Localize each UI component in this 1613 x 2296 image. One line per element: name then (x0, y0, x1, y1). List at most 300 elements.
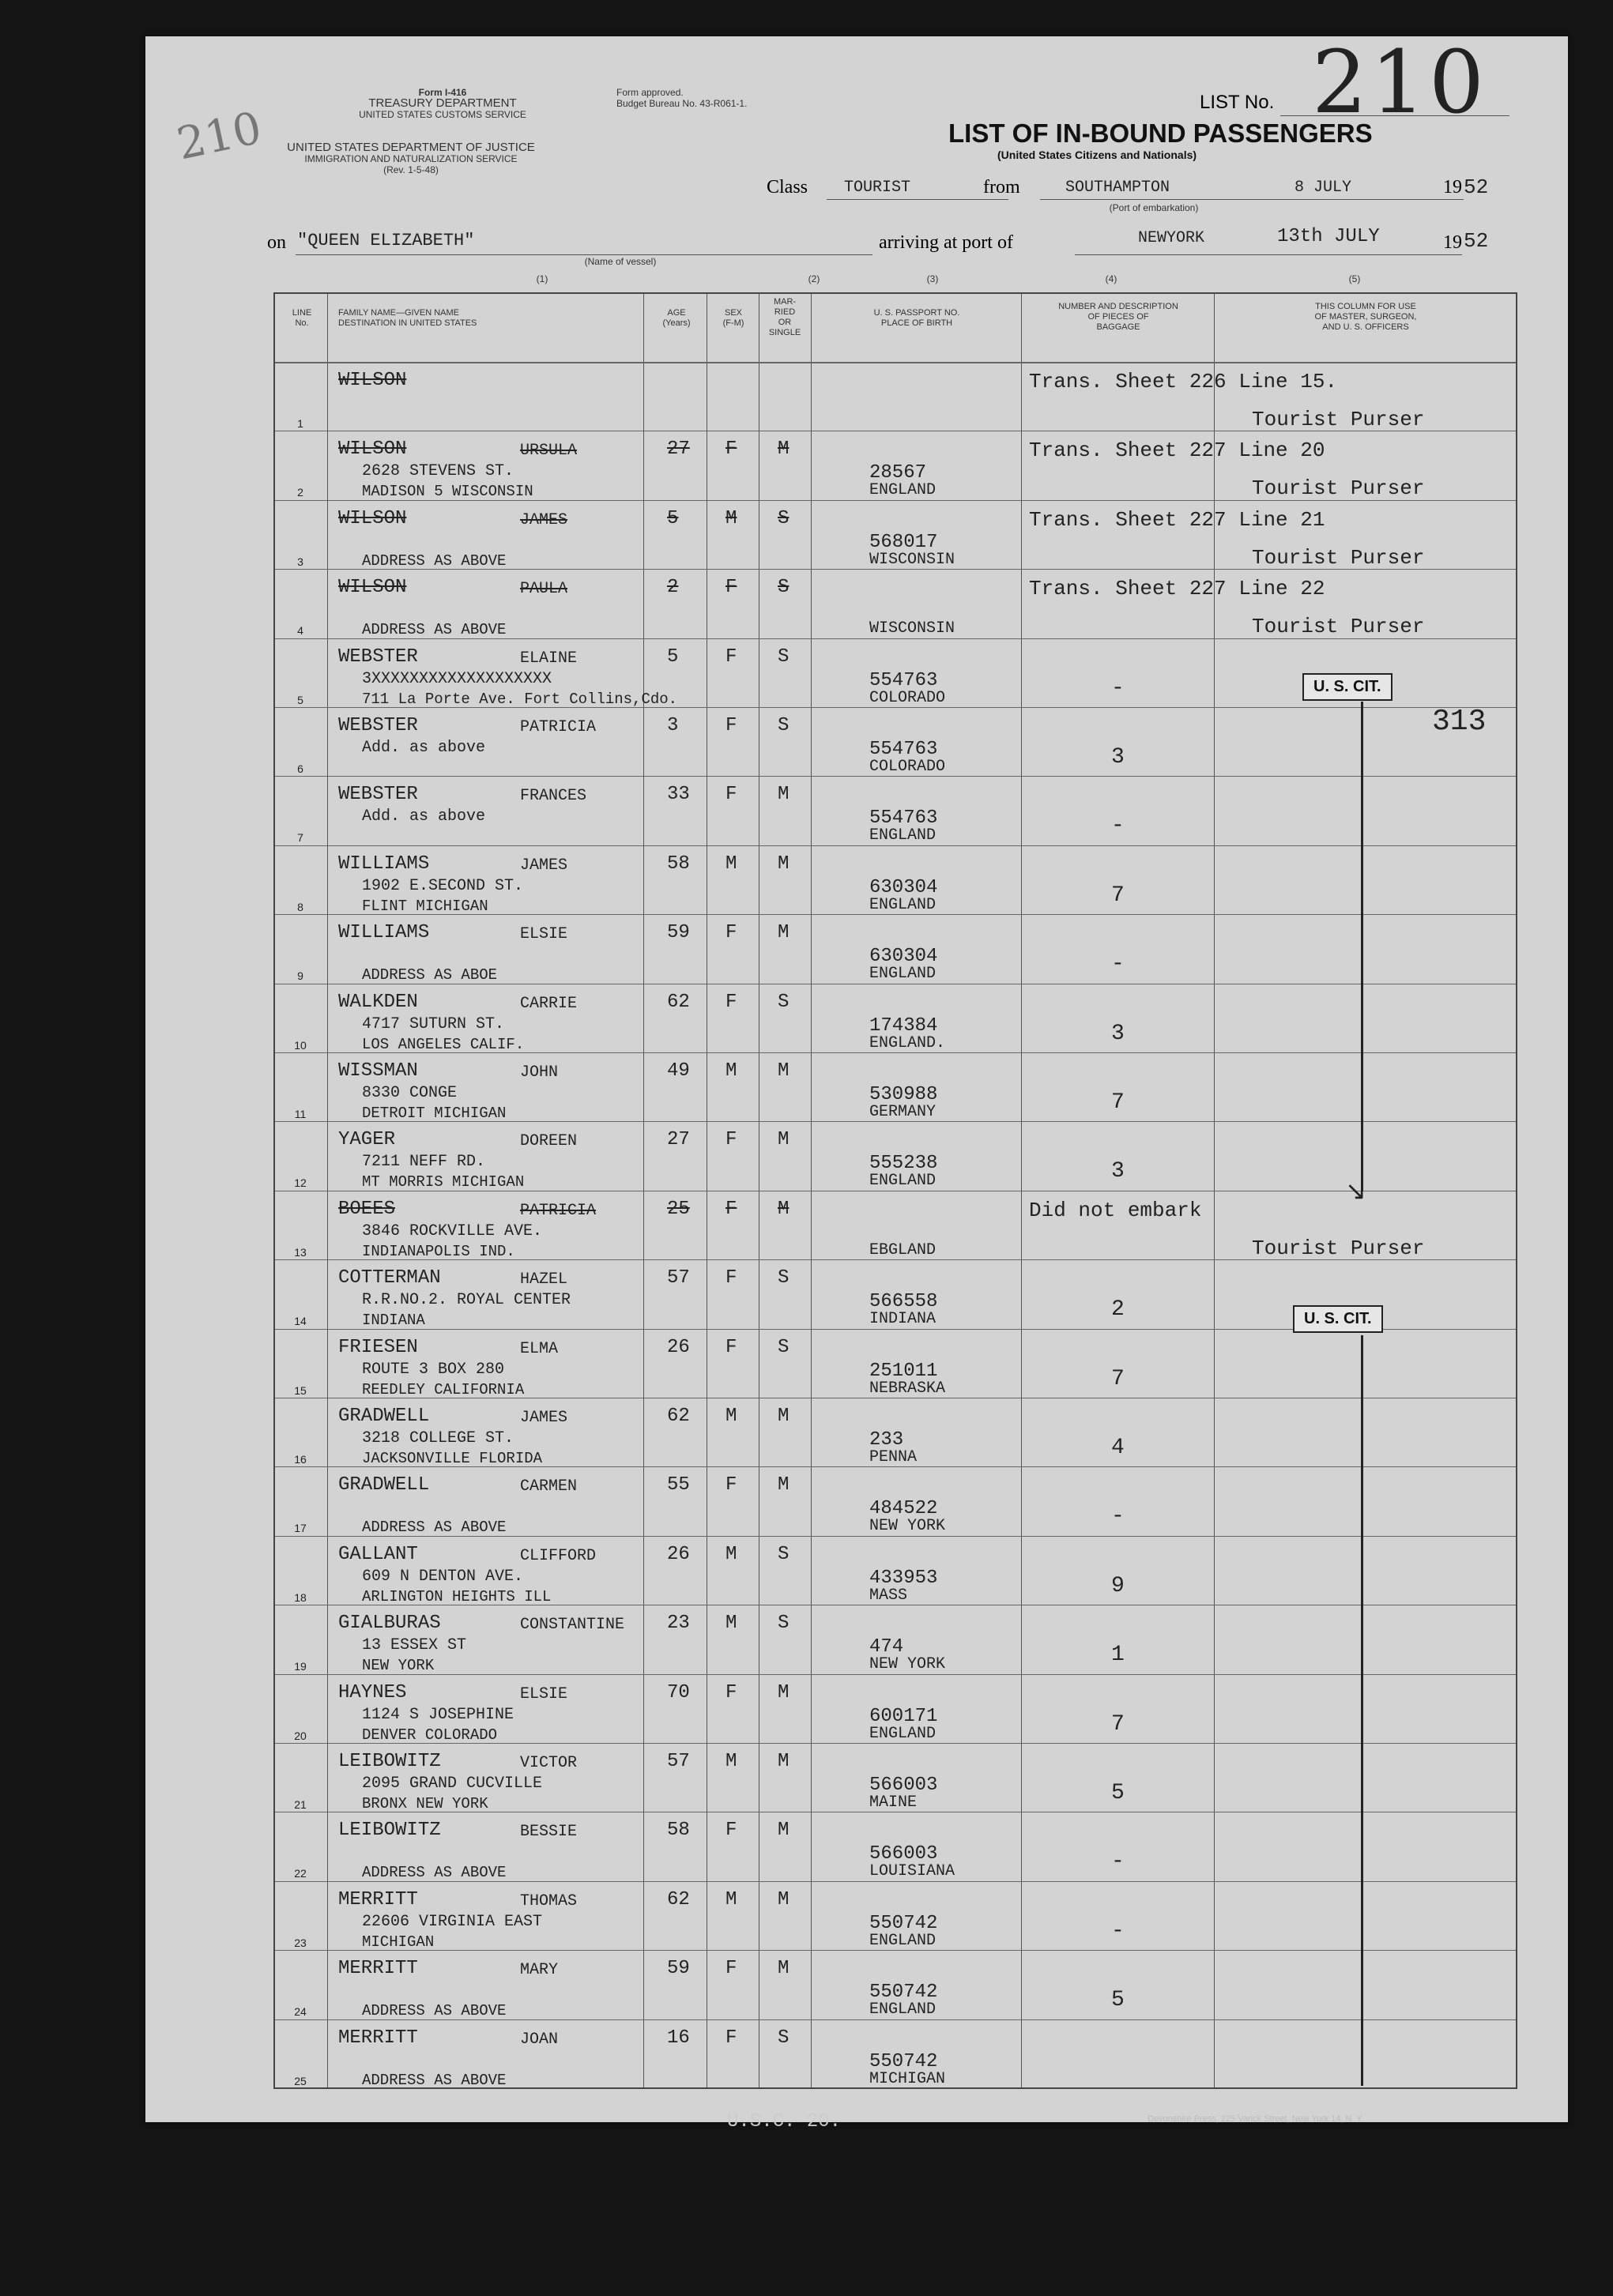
row-divider (275, 1674, 1516, 1675)
baggage-count: 3 (1111, 745, 1125, 770)
officer-note: Trans. Sheet 227 Line 21 (1029, 507, 1325, 532)
line-number: 12 (294, 1176, 307, 1190)
address-line-1: 1124 S JOSEPHINE (362, 1705, 514, 1724)
year2-prefix: 19 (1443, 232, 1462, 253)
line-number: 22 (294, 1867, 307, 1880)
arrival-port: NEWYORK (1138, 229, 1205, 247)
address-line-2: MT MORRIS MICHIGAN (362, 1173, 525, 1191)
age-value: 3 (667, 715, 679, 736)
given-name: ELAINE (520, 649, 578, 668)
given-name: DOREEN (520, 1132, 578, 1151)
age-value: 70 (667, 1681, 690, 1703)
address-line-2: INDIANAPOLIS IND. (362, 1242, 515, 1260)
passport-number: 484522 (869, 1498, 938, 1520)
birth-place: ENGLAND (869, 481, 937, 500)
given-name: ELSIE (520, 925, 568, 944)
address-line-2: REEDLEY CALIFORNIA (362, 1380, 525, 1398)
age-value: 62 (667, 991, 690, 1013)
class-value: TOURIST (844, 179, 911, 197)
purser-note: Tourist Purser (1252, 615, 1425, 639)
sex-value: F (725, 991, 737, 1013)
baggage-count: 9 (1111, 1573, 1125, 1598)
marital-value: S (778, 507, 790, 529)
arriving-label: arriving at port of (879, 232, 1013, 253)
age-value: 49 (667, 1060, 690, 1082)
passport-number: 550742 (869, 2050, 938, 2072)
address-line-2: DENVER COLORADO (362, 1726, 498, 1744)
address-line-1: 3XXXXXXXXXXXXXXXXXXX (362, 669, 552, 688)
line-number: 21 (294, 1798, 307, 1811)
passport-number: 550742 (869, 1912, 938, 1934)
baggage-count: 7 (1111, 1090, 1125, 1115)
marital-value: S (778, 1613, 790, 1635)
passport-number: 433953 (869, 1567, 938, 1589)
address-line-2: MADISON 5 WISCONSIN (362, 483, 533, 501)
colhead-married: MAR- RIED OR SINGLE (768, 297, 801, 337)
family-name: GRADWELL (338, 1406, 430, 1427)
line-number: 20 (294, 1729, 307, 1742)
birth-place: ENGLAND (869, 1931, 937, 1950)
baggage-count: - (1111, 676, 1125, 701)
address-line-1: 8330 CONGE (362, 1084, 458, 1102)
sex-value: F (725, 1336, 737, 1358)
age-value: 55 (667, 1474, 690, 1496)
age-value: 59 (667, 922, 690, 944)
passport-number: 566003 (869, 1843, 938, 1865)
marital-value: S (778, 1336, 790, 1358)
marital-value: S (778, 991, 790, 1013)
col-num-1: (1) (536, 273, 548, 284)
col-num-4: (4) (1105, 273, 1117, 284)
birth-place: EBGLAND (869, 1240, 937, 1259)
age-value: 62 (667, 1406, 690, 1427)
page-subtitle: (United States Citizens and Nationals) (997, 149, 1197, 161)
customs-service: UNITED STATES CUSTOMS SERVICE (359, 109, 526, 120)
bracket-arrow-1: ↘ (1345, 1176, 1366, 1205)
birth-place: LOUISIANA (869, 1862, 955, 1881)
us-cit-stamp-1: U. S. CIT. (1302, 673, 1393, 701)
colhead-age: AGE (Years) (662, 308, 691, 328)
class-label: Class (767, 177, 808, 198)
age-value: 27 (667, 438, 690, 461)
given-name: VICTOR (520, 1754, 578, 1772)
sex-value: F (725, 646, 737, 668)
row-divider (275, 638, 1516, 639)
passport-number: 550742 (869, 1982, 938, 2004)
age-value: 25 (667, 1198, 690, 1220)
line-number: 6 (297, 762, 303, 775)
birth-place: NEBRASKA (869, 1379, 946, 1398)
age-value: 57 (667, 1751, 690, 1772)
line-number: 8 (297, 900, 303, 913)
marital-value: M (778, 1751, 790, 1772)
from-value: SOUTHAMPTON (1065, 179, 1170, 197)
address-line-1: 7211 NEFF RD. (362, 1153, 486, 1172)
birth-place: WISCONSIN (869, 619, 955, 638)
row-divider (275, 1466, 1516, 1467)
line-number: 19 (294, 1660, 307, 1673)
given-name: URSULA (520, 442, 578, 461)
age-value: 26 (667, 1336, 690, 1358)
line-number: 10 (294, 1038, 307, 1052)
us-cit-stamp-2: U. S. CIT. (1293, 1305, 1383, 1333)
address-line-2: INDIANA (362, 1312, 425, 1330)
doj-block (261, 142, 561, 175)
depart-date: 8 JULY (1295, 179, 1352, 197)
colhead-officers: THIS COLUMN FOR USE OF MASTER, SURGEON, AND U. S. OFFICERS (1314, 302, 1417, 332)
family-name: WILSON (338, 370, 407, 391)
family-name: WEBSTER (338, 715, 418, 736)
marital-value: M (778, 1198, 790, 1220)
given-name: CARRIE (520, 994, 578, 1013)
address-line-1: 22606 VIRGINIA EAST (362, 1912, 543, 1931)
marital-value: S (778, 577, 790, 599)
passport-number: 600171 (869, 1705, 938, 1727)
year-prefix: 19 (1443, 177, 1462, 198)
address-line-1: R.R.NO.2. ROYAL CENTER (362, 1291, 571, 1310)
address-line-2: FLINT MICHIGAN (362, 897, 488, 915)
line-number: 25 (294, 2074, 307, 2087)
purser-note: Tourist Purser (1252, 408, 1425, 431)
marital-value: M (778, 438, 790, 461)
purser-note: Tourist Purser (1252, 476, 1425, 501)
address-line-1: 609 N DENTON AVE. (362, 1567, 524, 1586)
given-name: JAMES (520, 1409, 568, 1427)
birth-place: ENGLAND (869, 895, 937, 914)
marital-value: M (778, 1129, 790, 1151)
form-code: U.S.C. 20. (727, 2111, 842, 2132)
marital-value: M (778, 1958, 790, 1980)
line-number: 17 (294, 1522, 307, 1535)
address-line-1: 3846 ROCKVILLE AVE. (362, 1221, 543, 1240)
baggage-count: - (1111, 1504, 1125, 1530)
family-name: GIALBURAS (338, 1613, 441, 1635)
purser-note: Tourist Purser (1252, 1236, 1425, 1260)
on-label: on (267, 232, 286, 253)
budget-bureau: Budget Bureau No. 43-R061-1. (616, 98, 748, 109)
passport-number: 28567 (869, 462, 927, 484)
row-divider (275, 1052, 1516, 1053)
row-divider (275, 1536, 1516, 1537)
baggage-count: - (1111, 1918, 1125, 1944)
margin-note: 210 (172, 102, 266, 171)
sex-value: F (725, 577, 737, 599)
marital-value: S (778, 1267, 790, 1289)
passport-number: 568017 (869, 531, 938, 553)
family-name: YAGER (338, 1129, 396, 1151)
address-line-2: ADDRESS AS ABOE (362, 966, 498, 984)
given-name: ELSIE (520, 1684, 568, 1703)
form-approved (616, 87, 806, 109)
row-divider (275, 845, 1516, 846)
marital-value: S (778, 2027, 790, 2049)
sex-value: F (725, 1820, 737, 1842)
baggage-count: 2 (1111, 1297, 1125, 1323)
sex-value: F (725, 1267, 737, 1289)
marital-value: M (778, 853, 790, 875)
baggage-count: 4 (1111, 1436, 1125, 1460)
given-name: PATRICIA (520, 718, 597, 736)
address-line-2: MICHIGAN (362, 1933, 435, 1951)
baggage-count: - (1111, 814, 1125, 839)
address-line-2: DETROIT MICHIGAN (362, 1105, 507, 1122)
birth-place: NEW YORK (869, 1655, 946, 1674)
given-name: JAMES (520, 510, 568, 529)
line-number: 3 (297, 555, 303, 568)
birth-place: MICHIGAN (869, 2069, 946, 2088)
age-value: 26 (667, 1543, 690, 1565)
form-number: Form I-416 (418, 87, 467, 98)
vessel-note: (Name of vessel) (584, 256, 657, 267)
address-line-2: ADDRESS AS ABOVE (362, 1519, 507, 1537)
row-divider (275, 500, 1516, 501)
marital-value: M (778, 1406, 790, 1427)
line-number: 18 (294, 1590, 307, 1604)
address-line-2: NEW YORK (362, 1657, 435, 1675)
birth-place: NEW YORK (869, 1517, 946, 1536)
line-number: 24 (294, 2005, 307, 2019)
line-number: 7 (297, 831, 303, 845)
treasury-dept: TREASURY DEPARTMENT (368, 96, 517, 110)
line-number: 15 (294, 1383, 307, 1397)
family-name: LEIBOWITZ (338, 1751, 441, 1772)
family-name: WALKDEN (338, 991, 418, 1013)
age-value: 62 (667, 1888, 690, 1910)
baggage-count: - (1111, 952, 1125, 977)
family-name: WISSMAN (338, 1060, 418, 1082)
sex-value: F (725, 784, 737, 806)
purser-note: Tourist Purser (1252, 545, 1425, 570)
line-number: 2 (297, 486, 303, 499)
marital-value: S (778, 1543, 790, 1565)
given-name: PAULA (520, 580, 568, 599)
row-divider (275, 1881, 1516, 1882)
sex-value: M (725, 507, 737, 529)
sex-value: M (725, 1613, 737, 1635)
vessel-value: "QUEEN ELIZABETH" (297, 231, 475, 250)
form-info (308, 87, 577, 120)
row-divider (275, 1259, 1516, 1260)
year2-value: 52 (1464, 229, 1489, 253)
sex-value: M (725, 1406, 737, 1427)
passport-number: 630304 (869, 946, 938, 968)
sex-value: F (725, 1681, 737, 1703)
birth-place: ENGLAND (869, 826, 937, 845)
passport-number: 251011 (869, 1360, 938, 1382)
line-number: 13 (294, 1245, 307, 1259)
birth-place: INDIANA (869, 1310, 937, 1329)
family-name: MERRITT (338, 1958, 418, 1980)
form-revision: (Rev. 1-5-48) (383, 164, 439, 175)
baggage-count: 1 (1111, 1643, 1125, 1668)
sex-value: M (725, 1060, 737, 1082)
line-number: 9 (297, 969, 303, 983)
address-line-2: ADDRESS AS ABOVE (362, 621, 507, 639)
family-name: LEIBOWITZ (338, 1820, 441, 1842)
address-line-2: 711 La Porte Ave. Fort Collins,Cdo. (362, 690, 678, 708)
marital-value: M (778, 922, 790, 944)
passport-number: 630304 (869, 876, 938, 898)
passport-number: 566003 (869, 1775, 938, 1796)
officer-note: Trans. Sheet 226 Line 15. (1029, 370, 1338, 393)
officer-note: Trans. Sheet 227 Line 20 (1029, 438, 1325, 463)
given-name: HAZEL (520, 1270, 568, 1289)
address-line-2: ADDRESS AS ABOVE (362, 2071, 507, 2089)
row-divider (275, 1743, 1516, 1744)
arrival-date: 13th JULY (1277, 226, 1380, 247)
family-name: WILLIAMS (338, 922, 430, 944)
address-line-2: LOS ANGELES CALIF. (362, 1035, 525, 1053)
address-line-1: 4717 SUTURN ST. (362, 1014, 505, 1033)
birth-place: ENGLAND. (869, 1033, 946, 1052)
given-name: ELMA (520, 1339, 559, 1358)
marital-value: M (778, 1820, 790, 1842)
ins-title: IMMIGRATION AND NATURALIZATION SERVICE (304, 153, 518, 164)
year-value: 52 (1464, 175, 1489, 199)
colhead-line: LINE No. (292, 308, 312, 328)
given-name: CONSTANTINE (520, 1616, 625, 1635)
sex-value: M (725, 1751, 737, 1772)
passport-number: 555238 (869, 1153, 938, 1175)
passport-number: 566558 (869, 1291, 938, 1313)
marital-value: M (778, 784, 790, 806)
birth-place: ENGLAND (869, 2001, 937, 2019)
sex-value: F (725, 1198, 737, 1220)
sex-value: M (725, 853, 737, 875)
colhead-name: FAMILY NAME—GIVEN NAME DESTINATION IN UNITED STATES (338, 308, 477, 328)
family-name: MERRITT (338, 1888, 418, 1910)
family-name: FRIESEN (338, 1336, 418, 1358)
birth-place: PENNA (869, 1448, 918, 1466)
family-name: WEBSTER (338, 784, 418, 806)
line-number: 5 (297, 693, 303, 706)
passport-number: 554763 (869, 807, 938, 830)
page-title: LIST OF IN-BOUND PASSENGERS (948, 119, 1373, 148)
family-name: HAYNES (338, 1681, 407, 1703)
row-divider (275, 1121, 1516, 1122)
address-line-1: 13 ESSEX ST (362, 1636, 467, 1655)
sex-value: M (725, 1543, 737, 1565)
sex-value: F (725, 2027, 737, 2049)
age-value: 58 (667, 853, 690, 875)
birth-place: WISCONSIN (869, 550, 955, 569)
sex-value: F (725, 922, 737, 944)
age-value: 5 (667, 646, 679, 668)
from-label: from (983, 177, 1020, 198)
sex-value: F (725, 1474, 737, 1496)
family-name: GALLANT (338, 1543, 418, 1565)
passport-number: 554763 (869, 739, 938, 760)
birth-place: ENGLAND (869, 965, 937, 984)
marital-value: S (778, 646, 790, 668)
family-name: WILSON (338, 438, 407, 461)
sex-value: F (725, 1129, 737, 1151)
birth-place: MAINE (869, 1794, 918, 1812)
line-number: 4 (297, 624, 303, 638)
address-line-2: ADDRESS AS ABOVE (362, 1864, 507, 1882)
officer-note: Trans. Sheet 227 Line 22 (1029, 577, 1325, 601)
colhead-passport: U. S. PASSPORT NO. PLACE OF BIRTH (873, 308, 960, 328)
baggage-count: - (1111, 1850, 1125, 1875)
age-value: 33 (667, 784, 690, 806)
age-value: 2 (667, 577, 679, 599)
col-num-5: (5) (1348, 273, 1361, 284)
given-name: PATRICIA (520, 1201, 597, 1220)
family-name: GRADWELL (338, 1474, 430, 1496)
address-line-2: BRONX NEW YORK (362, 1795, 488, 1812)
age-value: 58 (667, 1820, 690, 1842)
line-number: 1 (297, 417, 303, 430)
stamp-number: 313 (1432, 705, 1487, 739)
address-line-1: 2628 STEVENS ST. (362, 462, 514, 481)
baggage-count: 5 (1111, 1781, 1125, 1805)
col-num-3: (3) (926, 273, 939, 284)
baggage-count: 3 (1111, 1159, 1125, 1184)
address-line-1: 3218 COLLEGE ST. (362, 1429, 514, 1447)
marital-value: M (778, 1474, 790, 1496)
sex-value: F (725, 715, 737, 736)
row-divider (275, 1950, 1516, 1951)
marital-value: M (778, 1888, 790, 1910)
port-note: (Port of embarkation) (1109, 202, 1199, 213)
line-number: 11 (294, 1108, 307, 1120)
family-name: WILSON (338, 507, 407, 529)
line-number: 23 (294, 1936, 307, 1949)
family-name: WILSON (338, 577, 407, 599)
printer-line: Devonshire Press, 225 Varick Street, New York 14, N. Y. (1148, 2114, 1364, 2124)
family-name: BOEES (338, 1198, 396, 1220)
family-name: WILLIAMS (338, 853, 430, 875)
given-name: JOHN (520, 1063, 559, 1082)
given-name: CLIFFORD (520, 1546, 597, 1565)
baggage-count: 7 (1111, 1366, 1125, 1391)
birth-place: MASS (869, 1586, 908, 1605)
row-divider (275, 776, 1516, 777)
age-value: 27 (667, 1129, 690, 1151)
marital-value: M (778, 1681, 790, 1703)
address-line-1: Add. as above (362, 807, 486, 826)
approved-label: Form approved. (616, 87, 684, 98)
passport-number: 233 (869, 1429, 904, 1451)
passport-number: 554763 (869, 669, 938, 691)
colhead-baggage: NUMBER AND DESCRIPTION OF PIECES OF BAGGAGE (1058, 302, 1178, 332)
row-divider (275, 569, 1516, 570)
sex-value: M (725, 1888, 737, 1910)
baggage-count: 5 (1111, 1988, 1125, 2013)
given-name: MARY (520, 1961, 559, 1980)
marital-value: M (778, 1060, 790, 1082)
age-value: 16 (667, 2027, 690, 2049)
given-name: FRANCES (520, 787, 587, 806)
given-name: THOMAS (520, 1891, 578, 1910)
birth-place: COLORADO (869, 688, 946, 707)
sex-value: F (725, 438, 737, 461)
col-num-2: (2) (808, 273, 820, 284)
line-number: 14 (294, 1315, 307, 1328)
birth-place: ENGLAND (869, 1724, 937, 1743)
family-name: MERRITT (338, 2027, 418, 2049)
age-value: 59 (667, 1958, 690, 1980)
doj-title: UNITED STATES DEPARTMENT OF JUSTICE (287, 141, 535, 154)
address-line-2: ARLINGTON HEIGHTS ILL (362, 1587, 552, 1605)
age-value: 57 (667, 1267, 690, 1289)
address-line-2: ADDRESS AS ABOVE (362, 551, 507, 570)
baggage-count: 7 (1111, 1711, 1125, 1737)
sex-value: F (725, 1958, 737, 1980)
row-divider (275, 707, 1516, 708)
row-divider (275, 914, 1516, 915)
address-line-1: 1902 E.SECOND ST. (362, 876, 524, 895)
